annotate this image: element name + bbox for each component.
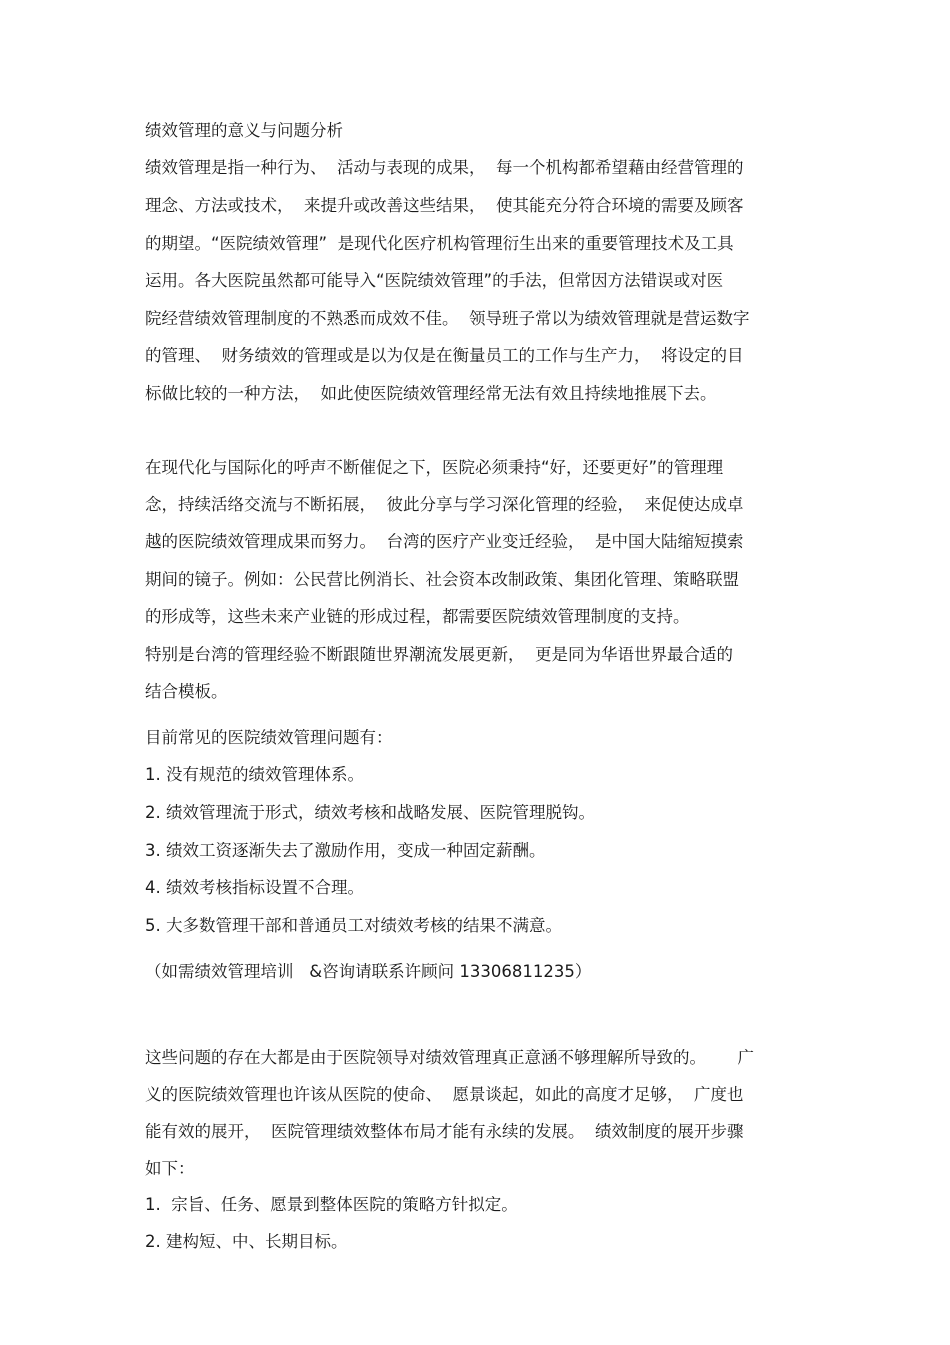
list-heading: 目前常见的医院绩效管理问题有： xyxy=(145,728,393,747)
paragraph-line: 结合模板。 xyxy=(145,682,228,701)
paragraph-line: 越的医院绩效管理成果而努力。 台湾的医疗产业变迁经验， 是中国大陆缩短摸索 xyxy=(145,532,744,551)
paragraph-line: 如下： xyxy=(145,1159,195,1178)
paragraph-line: 能有效的展开， 医院管理绩效整体布局才能有永续的发展。 绩效制度的展开步骤 xyxy=(145,1122,744,1141)
paragraph-line: 院经营绩效管理制度的不熟悉而成效不佳。 领导班子常以为绩效管理就是营运数字 xyxy=(145,309,750,328)
list-item: 2. 绩效管理流于形式，绩效考核和战略发展、医院管理脱钩。 xyxy=(145,803,595,822)
list-item: 2. 建构短、中、长期目标。 xyxy=(145,1232,348,1251)
paragraph-line: 特别是台湾的管理经验不断跟随世界潮流发展更新， 更是同为华语世界最合适的 xyxy=(145,645,733,664)
paragraph-line: 念，持续活络交流与不断拓展， 彼此分享与学习深化管理的经验， 来促使达成卓 xyxy=(145,495,744,514)
paragraph-line: 的期望。“医院绩效管理” 是现代化医疗机构管理衍生出来的重要管理技术及工具 xyxy=(145,234,734,253)
paragraph-line: 的管理、 财务绩效的管理或是以为仅是在衡量员工的工作与生产力， 将设定的目 xyxy=(145,346,744,365)
paragraph-line: 期间的镜子。例如：公民营比例消长、社会资本改制政策、集团化管理、策略联盟 xyxy=(145,570,739,589)
document-title: 绩效管理的意义与问题分析 xyxy=(145,121,343,140)
paragraph-line: 义的医院绩效管理也许该从医院的使命、 愿景谈起，如此的高度才足够， 广度也 xyxy=(145,1085,744,1104)
list-item: 4. 绩效考核指标设置不合理。 xyxy=(145,878,364,897)
paragraph-line: 理念、方法或技术， 来提升或改善这些结果， 使其能充分符合环境的需要及顾客 xyxy=(145,196,744,215)
list-item: 3. 绩效工资逐渐失去了激励作用，变成一种固定薪酬。 xyxy=(145,841,546,860)
list-item: 1. 没有规范的绩效管理体系。 xyxy=(145,765,364,784)
paragraph-line: 这些问题的存在大都是由于医院领导对绩效管理真正意涵不够理解所导致的。 广 xyxy=(145,1048,754,1067)
paragraph-line: 绩效管理是指一种行为、 活动与表现的成果， 每一个机构都希望藉由经营管理的 xyxy=(145,158,744,177)
paragraph-line: 运用。各大医院虽然都可能导入“医院绩效管理”的手法，但常因方法错误或对医 xyxy=(145,271,724,290)
contact-note: （如需绩效管理培训 &咨询请联系许顾问 13306811235） xyxy=(145,962,592,981)
list-item: 5. 大多数管理干部和普通员工对绩效考核的结果不满意。 xyxy=(145,916,562,935)
list-item: 1. 宗旨、任务、愿景到整体医院的策略方针拟定。 xyxy=(145,1195,518,1214)
paragraph-line: 的形成等，这些未来产业链的形成过程，都需要医院绩效管理制度的支持。 xyxy=(145,607,690,626)
paragraph-line: 在现代化与国际化的呼声不断催促之下，医院必须秉持“好，还要更好”的管理理 xyxy=(145,458,724,477)
paragraph-line: 标做比较的一种方法， 如此使医院绩效管理经常无法有效且持续地推展下去。 xyxy=(145,384,717,403)
